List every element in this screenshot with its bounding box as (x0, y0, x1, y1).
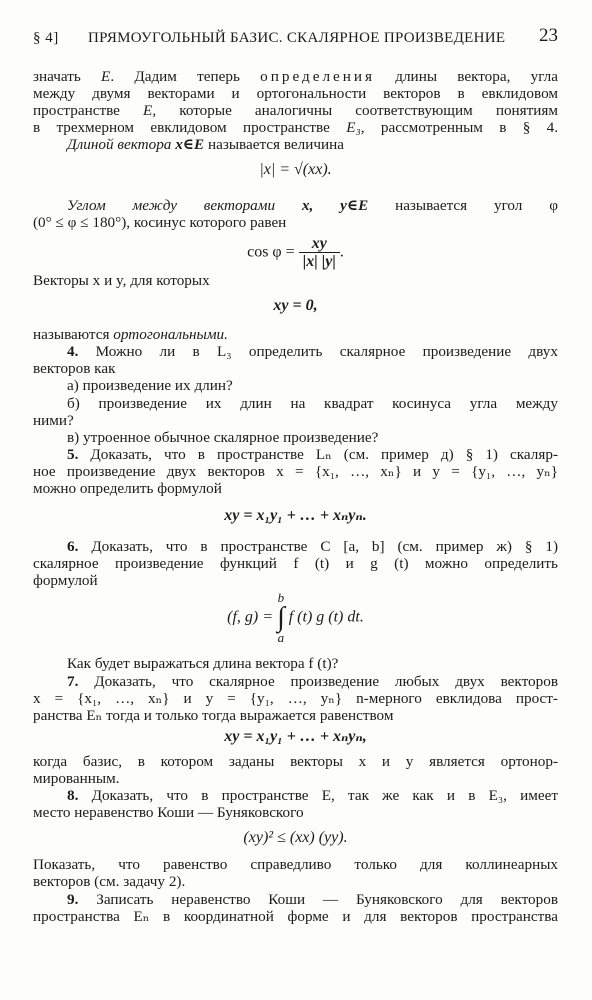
formula-length: |x| = √(xx). (259, 161, 332, 179)
problem-8: 8. Доказать, что в пространстве E, так же как и в E₃, имеет (67, 787, 558, 805)
angle-definition-line2: (0° ≤ φ ≤ 180°), косинус которого равен (33, 213, 287, 231)
formula-problem-8: (xy)² ≤ (xx) (yy). (243, 829, 348, 847)
problem-4-b-line2: ними? (33, 411, 74, 429)
formula-cos: cos φ = $\frac{xy}{|x| |y|}$ . (247, 234, 344, 270)
para-intro-line4: в трехмерном евклидовом пространстве E₃, рассмотренным в § 4. (33, 119, 558, 137)
formula-problem-7: xy = x₁y₁ + … + xₙyₙ, (224, 727, 367, 745)
problem-7-after-line2: мированным. (33, 770, 120, 787)
orthogonal-intro: Векторы x и y, для которых (33, 271, 210, 289)
formula-problem-5: xy = x₁y₁ + … + xₙyₙ. (224, 507, 367, 525)
length-definition: Длиной вектора x∈E называется величина (67, 136, 344, 154)
angle-definition: Углом между векторами x, y∈E называется угол φ (67, 196, 558, 214)
page-number: 23 (539, 25, 558, 46)
problem-5-line2: ное произведение двух векторов x = {x₁, …, xₙ} и y = {y₁, …, yₙ} (33, 462, 558, 480)
problem-6-line2: скалярное произведение функций f (t) и g (t) можно определить (33, 555, 558, 573)
problem-6-question: Как будет выражаться длина вектора f (t)? (67, 655, 339, 673)
problem-9: 9. Записать неравенство Коши — Буняковского для векторов (67, 890, 558, 908)
para-intro-line3: пространстве E, которые аналогичны соответствующим понятиям (33, 102, 559, 120)
problem-4-b: б) произведение их длин на квадрат косинуса угла между (67, 394, 558, 412)
book-page (33, 22, 558, 925)
problem-5: 5. Доказать, что в пространстве Lₙ (см. пример д) § 1) скаляр- (67, 445, 558, 463)
problem-4-c: в) утроенное обычное скалярное произведение? (67, 428, 379, 446)
problem-7-after: когда базис, в котором заданы векторы x и y является ортонор- (33, 752, 558, 770)
problem-4-a: а) произведение их длин? (67, 377, 233, 395)
problem-4: 4. Можно ли в L₃ определить скалярное произведение двух (67, 343, 558, 361)
problem-6-line3: формулой (33, 572, 98, 590)
section-ref: § 4] (33, 30, 59, 46)
problem-6: 6. Доказать, что в пространстве C [a, b] (см. пример ж) § 1) (67, 538, 558, 556)
problem-8-after: Показать, что равенство справедливо только для коллинеарных (33, 856, 558, 874)
running-header (33, 22, 558, 46)
problem-7-line2: x = {x₁, …, xₙ} и y = {y₁, …, yₙ} n-мерного евклидова прост- (33, 689, 558, 707)
para-intro-line2: между двумя векторами и ортогональности векторов в евклидовом (33, 85, 558, 103)
problem-5-line3: можно определить формулой (33, 479, 222, 497)
problem-8-after-line2: векторов (см. задачу 2). (33, 873, 186, 891)
formula-orthogonal: xy = 0, (273, 297, 318, 315)
problem-4-line2: векторов как (33, 360, 116, 378)
page-body (33, 68, 558, 925)
problem-8-line2: место неравенство Коши — Буняковского (33, 804, 304, 822)
header-title: ПРЯМОУГОЛЬНЫЙ БАЗИС. СКАЛЯРНОЕ ПРОИЗВЕДЕНИЕ (88, 30, 506, 46)
orthogonal-definition: называются ортогональными. (33, 326, 228, 344)
problem-9-line2: пространства Eₙ в координатной форме и для векторов пространства (33, 907, 558, 925)
problem-7: 7. Доказать, что скалярное произведение любых двух векторов (67, 672, 558, 690)
problem-7-line3: ранства Eₙ тогда и только тогда выражается равенством (33, 706, 394, 724)
formula-problem-6: (f, g) = b ∫ a f (t) g (t) dt. (227, 590, 364, 646)
para-intro-line1: значать E. Дадим теперь определения длины вектора, угла (33, 68, 559, 85)
